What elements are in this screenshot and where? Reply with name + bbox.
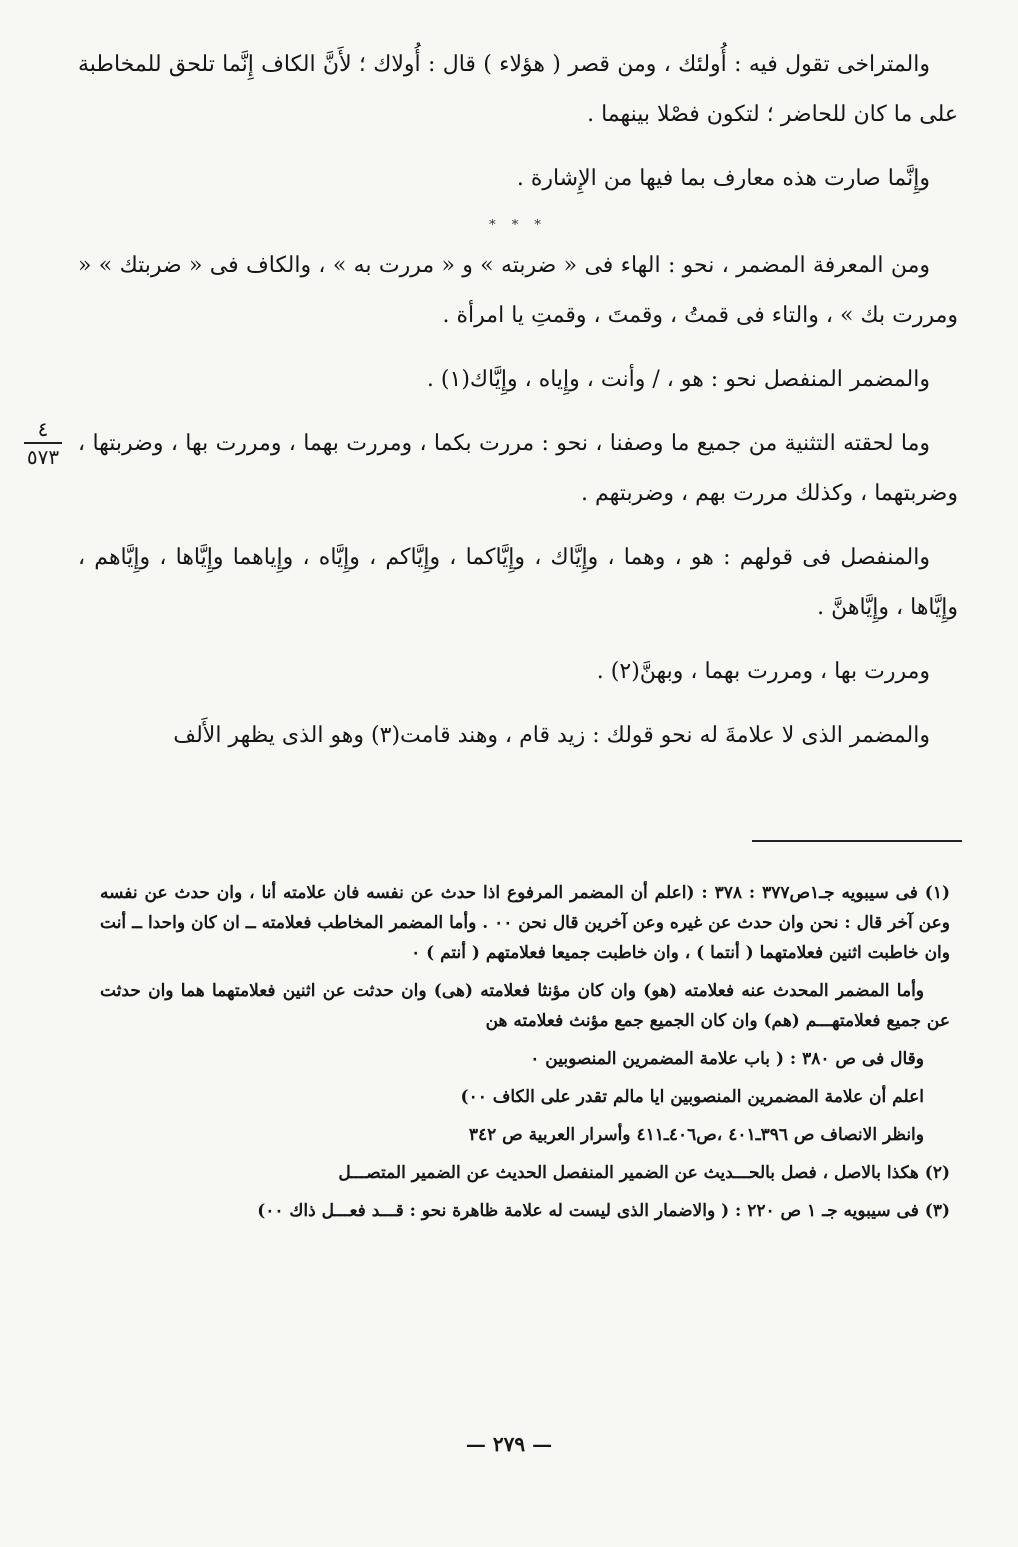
- footnote: وأما المضمر المحدث عنه فعلامته (هو) وان كان مؤنثا فعلامته (هى) وان حدثت عن اثنين فعلامتهما هما وان حدثت عن جميع فعلامتهـــم (هم) وان كان الجميع جمع مؤنث فعلامته هن: [100, 981, 950, 1031]
- footnote: وقال فى ص ٣٨٠ : ( باب علامة المضمرين المنصوبين ٠: [530, 1049, 924, 1069]
- paragraph: والمتراخى تقول فيه : أُولئك ، ومن قصر ( هؤلاء ) قال : أُولاك ؛ لأَنَّ الكاف إِنَّما تلحق للمخاطبة على ما كان للحاضر ؛ لتكون فصْلا بينهما .: [78, 52, 958, 127]
- footnote: (٢) هكذا بالاصل ، فصل بالحـــديث عن الضمير المنفصل الحديث عن الضمير المتصـــل: [338, 1163, 950, 1183]
- footnote: (٣) فى سيبويه جـ ١ ص ٢٢٠ : ( والاضمار الذى ليست له علامة ظاهرة نحو : قـــد فعـــل ذاك ٠٠): [257, 1201, 950, 1221]
- paragraph: وإِنَّما صارت هذه معارف بما فيها من الإِشارة .: [516, 166, 930, 191]
- paragraph: والمنفصل فى قولهم : هو ، وهما ، وإِيَّاك ، وإِيَّاكما ، وإِيَّاكم ، وإِيَّاه ، وإِياهما وإِيَّاها ، وإِيَّاهم ، وإِيَّاها ، وإِيَّاهنَّ .: [78, 545, 958, 620]
- footnote: اعلم أن علامة المضمرين المنصوبين ايا مالم تقدر على الكاف ٠٠): [460, 1087, 924, 1107]
- folio-divider: [24, 442, 62, 444]
- folio-page: ٥٧٣: [26, 445, 60, 469]
- paragraph: وما لحقته التثنية من جميع ما وصفنا ، نحو : مررت بكما ، ومررت بهما ، ومررت بها ، وضربتها ، وضربتهما ، وكذلك مررت بهم ، وضربتهم .: [78, 431, 958, 506]
- footnotes: [100, 878, 950, 1234]
- paragraph: ومررت بها ، ومررت بهما ، وبهنَّ(٢) .: [596, 659, 930, 684]
- footnote: وانظر الانصاف ص ٣٩٦ـ٤٠١ ،ص٤٠٦ـ٤١١ وأسرار العربية ص ٣٤٢: [468, 1125, 924, 1145]
- paragraph: والمضمر الذى لا علامةَ له نحو قولك : زيد قام ، وهند قامت(٣) وهو الذى يظهر الأَلف: [173, 723, 930, 748]
- footnote: (١) فى سيبويه جـ١ص٣٧٧ : ٣٧٨ : (اعلم أن المضمر المرفوع اذا حدث عن نفسه فان علامته أنا ، وان حدث عن نفسه وعن آخر قال : نحن وان حدث عن غيره وعن آخرين قال نحن ٠٠ . وأما المضمر المخاطب فعلامته ــ ان كان واحدا ــ أنت وان خاطبت اثنين فعلامتهما ( أنتما ) ، وان خاطبت جميعا فعلامتهم ( أنتم ) ٠: [100, 883, 950, 963]
- footnote-separator: [752, 840, 962, 842]
- manuscript-folio-reference: [18, 418, 68, 468]
- paragraph: ومن المعرفة المضمر ، نحو : الهاء فى « ضربته » و « مررت به » ، والكاف فى « ضربتك » « ومررت بك » ، والتاء فى قمتُ ، وقمتَ ، وقمتِ يا امرأة .: [78, 253, 958, 328]
- section-separator: * * *: [489, 218, 547, 233]
- folio-number: ٤: [37, 417, 49, 441]
- page-number: — ٢٧٩ —: [465, 1432, 553, 1456]
- main-text: [78, 40, 958, 775]
- paragraph: والمضمر المنفصل نحو : هو ، / وأنت ، وإِياه ، وإِيَّاك(١) .: [426, 367, 930, 392]
- body-text: [78, 40, 958, 761]
